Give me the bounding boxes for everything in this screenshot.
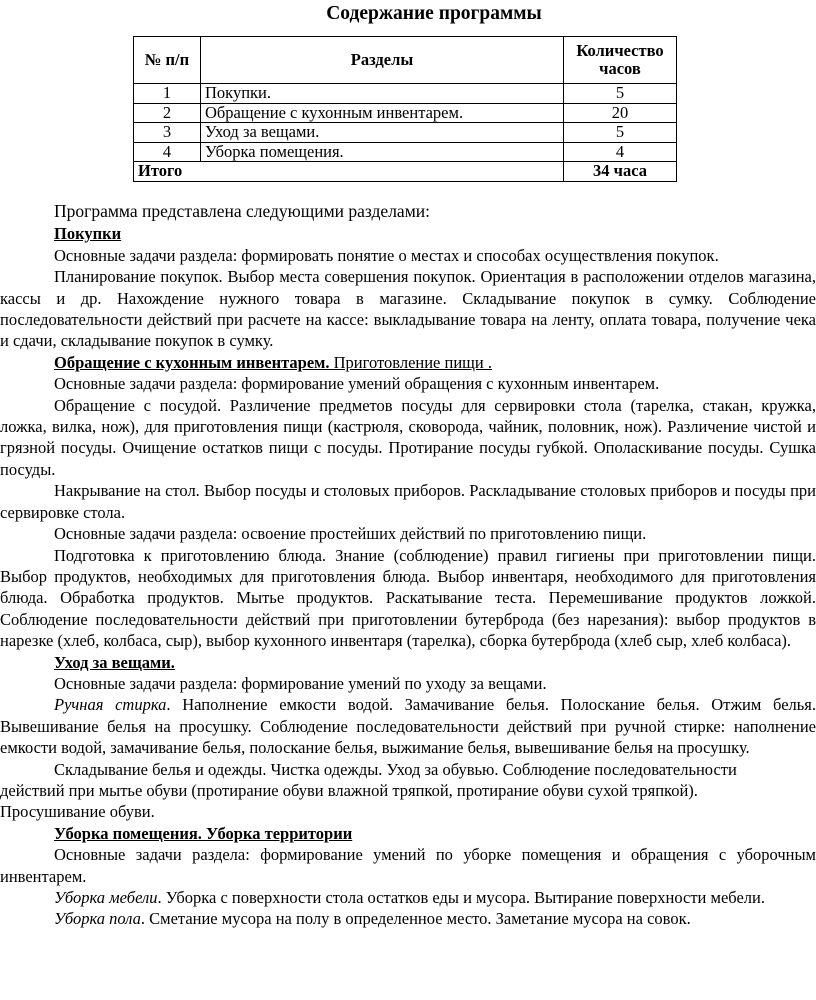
paragraph	[0, 908, 816, 929]
row-hours: 20	[564, 103, 677, 123]
total-label: Итого	[134, 162, 564, 182]
row-section: Покупки.	[201, 84, 564, 104]
section-tasks: Основные задачи раздела: формирование умений по уборке помещения и обращения с уборочным инвентарем.	[0, 845, 816, 886]
paragraph-text: . Уборка с поверхности стола остатков еды и мусора. Вытирание поверхности мебели.	[157, 888, 765, 907]
heading-text: Уборка помещения. Уборка территории	[54, 823, 353, 843]
row-hours: 5	[564, 84, 677, 104]
document-body	[0, 200, 816, 930]
program-table	[133, 36, 677, 182]
italic-term: Ручная стирка	[54, 695, 167, 715]
paragraph: Обращение с посудой. Различение предметов посуды для сервировки стола (тарелка, стакан, кружка, ложка, вилка, нож), для приготовления пищи (кастрюля, сковорода, чайник, половник, нож). Различение чистой и грязной посуды. Очищение остатков пищи с посуды. Протирание посуды губкой. Ополаскивание посуды. Сушка посуды.	[0, 395, 816, 479]
header-sections: Разделы	[201, 37, 564, 84]
italic-term: Уборка пола	[54, 909, 141, 929]
row-section: Уход за вещами.	[201, 123, 564, 143]
document-title: Содержание программы	[326, 3, 542, 24]
table-row	[134, 84, 677, 104]
row-hours: 4	[564, 142, 677, 162]
table-total-row	[134, 162, 677, 182]
row-hours: 5	[564, 123, 677, 143]
row-section: Обращение с кухонным инвентарем.	[201, 103, 564, 123]
italic-term: Уборка мебели	[54, 888, 158, 907]
table-row	[134, 142, 677, 162]
paragraph: Подготовка к приготовлению блюда. Знание (соблюдение) правил гигиены при приготовлении пищи. Выбор продуктов, необходимых для приготовления блюда. Выбор инвентаря, необходимого для приготовления блюда. Обработка продуктов. Мытье продуктов. Раскатывание теста. Перемешивание продуктов ложкой. Соблюдение последовательности действий при приготовлении бутерброда (без нарезания): выбор продуктов в нарезке (хлеб, колбаса, сыр), выбор кухонного инвентаря (тарелка), сборка бутерброда (хлеб сыр, хлеб колбаса).	[0, 545, 816, 651]
paragraph: Накрывание на стол. Выбор посуды и столовых приборов. Раскладывание столовых приборов и посуды при сервировке стола.	[0, 481, 816, 522]
row-num: 1	[134, 84, 201, 104]
heading-text: Уход за вещами.	[54, 652, 175, 672]
row-num: 2	[134, 103, 201, 123]
row-num: 4	[134, 142, 201, 162]
paragraph-text: . Наполнение емкости водой. Замачивание белья. Полоскание белья. Отжим белья. Вывешивание белья на просушку. Соблюдение последовательности действий при ручной стирке: наполнение емкости водой, замачивание белья, полоскание белья, выжимание белья, вывешивание белья на просушку.	[0, 695, 816, 758]
table-row	[134, 103, 677, 123]
heading-rest: Приготовление пищи .	[329, 352, 492, 372]
section-tasks: Основные задачи раздела: формирование умений обращения с кухонным инвентарем.	[54, 374, 660, 394]
paragraph: Складывание белья и одежды. Чистка одежды. Уход за обувью. Соблюдение последовательности действий при мытье обуви (протирание обуви влажной тряпкой, протирание обуви сухой тряпкой). Просушивание обуви.	[0, 759, 737, 822]
total-hours: 34 часа	[564, 162, 677, 182]
row-num: 3	[134, 123, 201, 143]
paragraph	[0, 694, 816, 758]
paragraph	[0, 887, 816, 908]
header-num: № п/п	[134, 37, 201, 84]
section-tasks: Основные задачи раздела: формирование умений по уходу за вещами.	[54, 673, 547, 693]
intro-text: Программа представлена следующими разделами:	[54, 201, 431, 221]
section-heading-purchases	[0, 223, 816, 244]
section-heading-cleaning	[0, 823, 816, 844]
section-heading-clothes	[0, 652, 816, 673]
section-tasks: Основные задачи раздела: формировать понятие о местах и способах осуществления покупок.	[54, 245, 719, 265]
header-hours: Количество часов	[564, 37, 677, 84]
row-section: Уборка помещения.	[201, 142, 564, 162]
table-row	[134, 123, 677, 143]
paragraph: Планирование покупок. Выбор места совершения покупок. Ориентация в расположении отделов магазина, кассы и др. Нахождение нужного товара в магазине. Складывание покупок в сумку. Соблюдение последовательности действий при расчете на кассе: выкладывание товара на ленту, оплата товара, получение чека и сдачи, складывание покупок в сумку.	[0, 267, 816, 351]
heading-text: Покупки	[54, 224, 122, 244]
section-heading-kitchen	[0, 352, 816, 373]
paragraph-text: . Сметание мусора на полу в определенное место. Заметание мусора на совок.	[140, 909, 691, 929]
heading-text: Обращение с кухонным инвентарем.	[54, 352, 330, 372]
table-header-row	[134, 37, 677, 84]
section-tasks: Основные задачи раздела: освоение простейших действий по приготовлению пищи.	[54, 524, 647, 544]
